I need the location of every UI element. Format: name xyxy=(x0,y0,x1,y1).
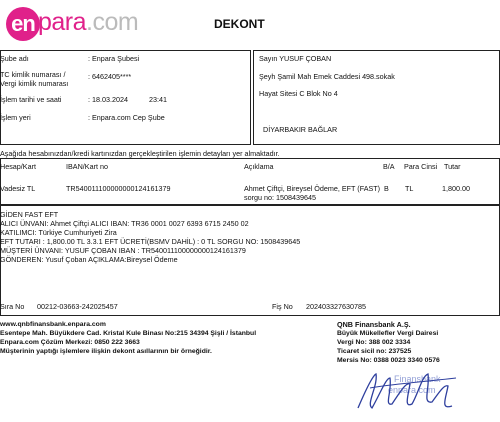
trade-registry: Ticaret sicil no: 237525 xyxy=(337,348,412,355)
detail-line-5: MÜŞTERİ ÜNVANI: YUSUF ÇOBAN IBAN : TR540011100000000124161379 xyxy=(0,246,246,255)
fis-value: 202403327630785 xyxy=(306,302,366,311)
location-label: İşlem yeri xyxy=(0,113,31,122)
stamp-text-2: enpara.com xyxy=(388,385,436,395)
intro-text: Aşağıda hesabınızdan/kredi kartınızdan gerçekleştirilen işlemin detayları yer almaktadır. xyxy=(0,149,280,158)
stamp-signature xyxy=(352,364,462,420)
location-value: : Enpara.com Cep Şube xyxy=(88,113,165,122)
row-description-1: Ahmet Çiftçi, Bireysel Ödeme, EFT (FAST) xyxy=(244,184,381,193)
branch-value: : Enpara Şubesi xyxy=(88,54,140,63)
stamp-text-1: Finansbank xyxy=(394,374,441,384)
fis-label: Fiş No xyxy=(272,302,293,311)
branch-label: Şube adı xyxy=(0,54,29,63)
recipient-address-2: Hayat Sitesi C Blok No 4 xyxy=(259,89,338,98)
header-amount: Tutar xyxy=(444,162,461,171)
header-description: Açıklama xyxy=(244,162,274,171)
enpara-logo-mark: en xyxy=(6,7,40,41)
row-ba: B xyxy=(384,184,389,193)
tax-office: Büyük Mükellefler Vergi Dairesi xyxy=(337,330,439,337)
tc-value: : 6462405**** xyxy=(88,72,132,81)
header-ba: B/A xyxy=(383,162,395,171)
row-account: Vadesiz TL xyxy=(0,184,36,193)
detail-line-6: GÖNDEREN: Yusuf Çoban AÇIKLAMA:Bireysel Ödeme xyxy=(0,255,178,264)
time-value: 23:41 xyxy=(149,95,167,104)
header-iban: IBAN/Kart no xyxy=(66,162,108,171)
tax-number: Vergi No: 388 002 3334 xyxy=(337,339,411,346)
recipient-address-1: Şeyh Şamil Mah Emek Caddesi 498.sokak xyxy=(259,72,395,81)
footer-website: www.qnbfinansbank.enpara.com xyxy=(0,321,106,328)
mersis-number: Mersis No: 0388 0023 3340 0576 xyxy=(337,357,440,364)
header-account: Hesap/Kart xyxy=(0,162,36,171)
tax-id-label: Vergi kimlik numarası xyxy=(0,79,69,88)
row-iban: TR540011100000000124161379 xyxy=(66,184,171,193)
footer-address: Esentepe Mah. Büyükdere Cad. Kristal Kule Binası No:215 34394 Şişli / İstanbul xyxy=(0,330,257,337)
bank-name: QNB Finansbank A.Ş. xyxy=(337,320,411,329)
recipient-city: DİYARBAKIR BAĞLAR xyxy=(263,125,338,134)
footer-support: Enpara.com Çözüm Merkezi: 0850 222 3663 xyxy=(0,339,140,346)
footer-disclaimer: Müşterinin yaptığı işlemlere ilişkin dekont asıllarının bir örneğidir. xyxy=(0,348,212,355)
tc-label: TC kimlik numarası / xyxy=(0,70,66,79)
enpara-logo-text: para.com xyxy=(38,8,139,36)
sira-label: Sıra No xyxy=(0,302,25,311)
detail-line-2: ALICI ÜNVANI: Ahmet Çiftçi ALICI IBAN: TR36 0001 0027 6393 6715 2450 02 xyxy=(0,219,249,228)
row-description-2: sorgu no: 1508439645 xyxy=(244,193,316,202)
detail-line-4: EFT TUTARI : 1,800.00 TL 3.3.1 EFT ÜCRETİ(BSMV DAHİL) : 0 TL SORGU NO: 1508439645 xyxy=(0,237,301,246)
date-label: İşlem tarihi ve saati xyxy=(0,95,62,104)
date-value: : 18.03.2024 xyxy=(88,95,128,104)
detail-line-3: KATILIMCI: Türkiye Cumhuriyeti Zira xyxy=(0,228,117,237)
detail-line-1: GİDEN FAST EFT xyxy=(0,210,59,219)
sira-value: 00212-03663-242025457 xyxy=(37,302,118,311)
header-currency: Para Cinsi xyxy=(404,162,438,171)
row-currency: TL xyxy=(405,184,414,193)
document-title: DEKONT xyxy=(214,17,265,31)
recipient-name: Sayın YUSUF ÇOBAN xyxy=(259,54,332,63)
row-amount: 1,800.00 xyxy=(442,184,470,193)
